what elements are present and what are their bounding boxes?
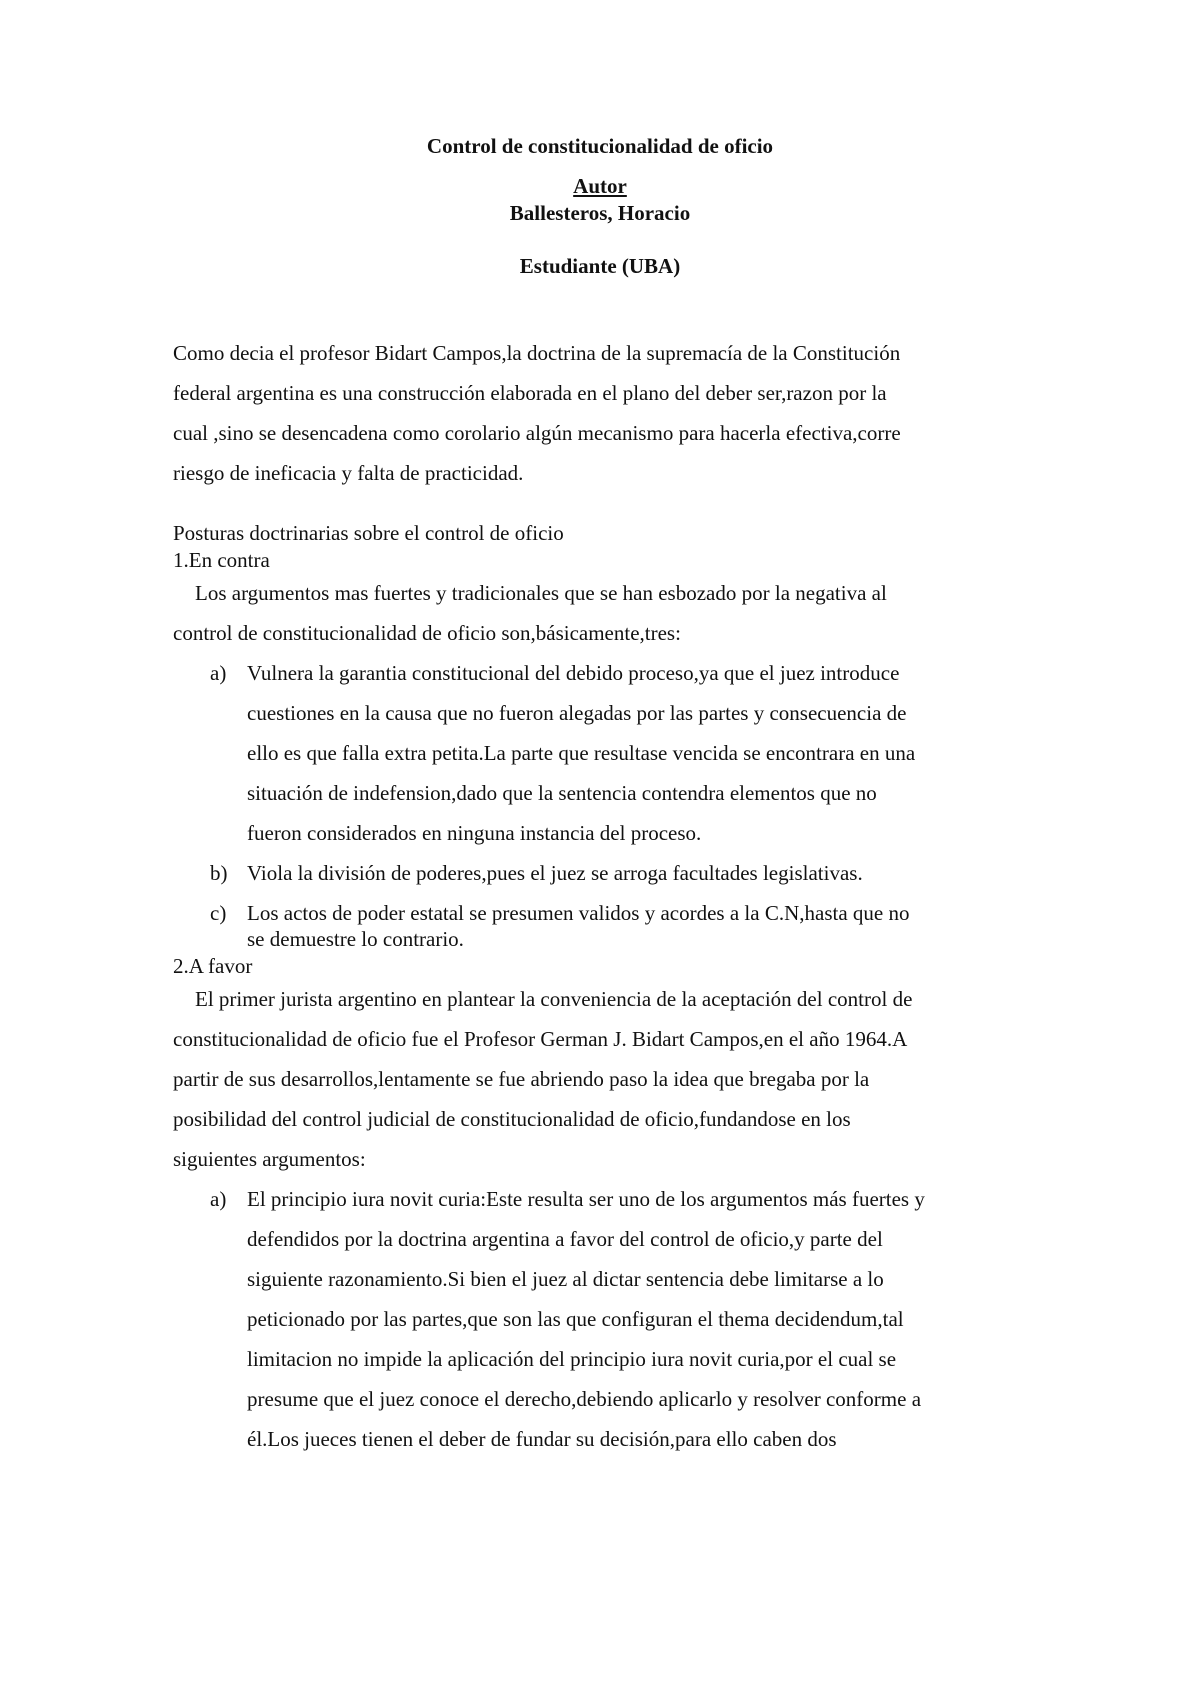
paragraph-line: El primer jurista argentino en plantear la conveniencia de la aceptación del control de	[195, 987, 913, 1011]
paragraph-line: control de constitucionalidad de oficio son,básicamente,tres:	[173, 621, 681, 645]
list-marker: a)	[210, 661, 227, 685]
paragraph-line: federal argentina es una construcción elaborada en el plano del deber ser,razon por la	[173, 381, 887, 405]
paragraph-line: partir de sus desarrollos,lentamente se fue abriendo paso la idea que bregaba por la	[173, 1067, 870, 1091]
list-item-line: fueron considerados en ninguna instancia del proceso.	[247, 821, 702, 845]
list-item-line: él.Los jueces tienen el deber de fundar su decisión,para ello caben dos	[247, 1427, 837, 1451]
list-item-line: El principio iura novit curia:Este resulta ser uno de los argumentos más fuertes y	[247, 1187, 925, 1211]
paragraph-line: Los argumentos mas fuertes y tradicionales que se han esbozado por la negativa al	[195, 581, 887, 605]
document-title: Control de constitucionalidad de oficio	[426, 134, 774, 158]
list-item-line: presume que el juez conoce el derecho,debiendo aplicarlo y resolver conforme a	[247, 1387, 922, 1411]
list-item-line: Los actos de poder estatal se presumen validos y acordes a la C.N,hasta que no	[247, 901, 910, 925]
list-marker: b)	[210, 861, 228, 885]
list-item-line: ello es que falla extra petita.La parte que resultase vencida se encontrara en una	[247, 741, 916, 765]
section-title: Posturas doctrinarias sobre el control de oficio	[173, 521, 564, 545]
author-name: Ballesteros, Horacio	[509, 201, 691, 225]
paragraph-line: Como decia el profesor Bidart Campos,la doctrina de la supremacía de la Constitución	[173, 341, 901, 365]
paragraph-line: constitucionalidad de oficio fue el Profesor German J. Bidart Campos,en el año 1964.A	[173, 1027, 908, 1051]
list-item-line: situación de indefension,dado que la sentencia contendra elementos que no	[247, 781, 877, 805]
author-affiliation: Estudiante (UBA)	[519, 254, 681, 278]
list-item-line: se demuestre lo contrario.	[247, 927, 464, 951]
list-item-line: peticionado por las partes,que son las que configuran el thema decidendum,tal	[247, 1307, 904, 1331]
favor-heading: 2.A favor	[173, 954, 253, 978]
paragraph-line: siguientes argumentos:	[173, 1147, 366, 1171]
author-label: Autor	[573, 174, 627, 198]
paragraph-line: riesgo de ineficacia y falta de practicidad.	[173, 461, 524, 485]
list-marker: c)	[210, 901, 227, 925]
list-item-line: Viola la división de poderes,pues el juez se arroga facultades legislativas.	[247, 861, 863, 885]
list-item-line: defendidos por la doctrina argentina a favor del control de oficio,y parte del	[247, 1227, 883, 1251]
list-marker: a)	[210, 1187, 227, 1211]
list-item-line: limitacion no impide la aplicación del principio iura novit curia,por el cual se	[247, 1347, 897, 1371]
list-item-line: Vulnera la garantia constitucional del debido proceso,ya que el juez introduce	[247, 661, 900, 685]
contra-heading: 1.En contra	[173, 548, 270, 572]
paragraph-line: cual ,sino se desencadena como corolario algún mecanismo para hacerla efectiva,corre	[173, 421, 901, 445]
paragraph-line: posibilidad del control judicial de constitucionalidad de oficio,fundandose en los	[173, 1107, 851, 1131]
list-item-line: cuestiones en la causa que no fueron alegadas por las partes y consecuencia de	[247, 701, 907, 725]
list-item-line: siguiente razonamiento.Si bien el juez al dictar sentencia debe limitarse a lo	[247, 1267, 884, 1291]
